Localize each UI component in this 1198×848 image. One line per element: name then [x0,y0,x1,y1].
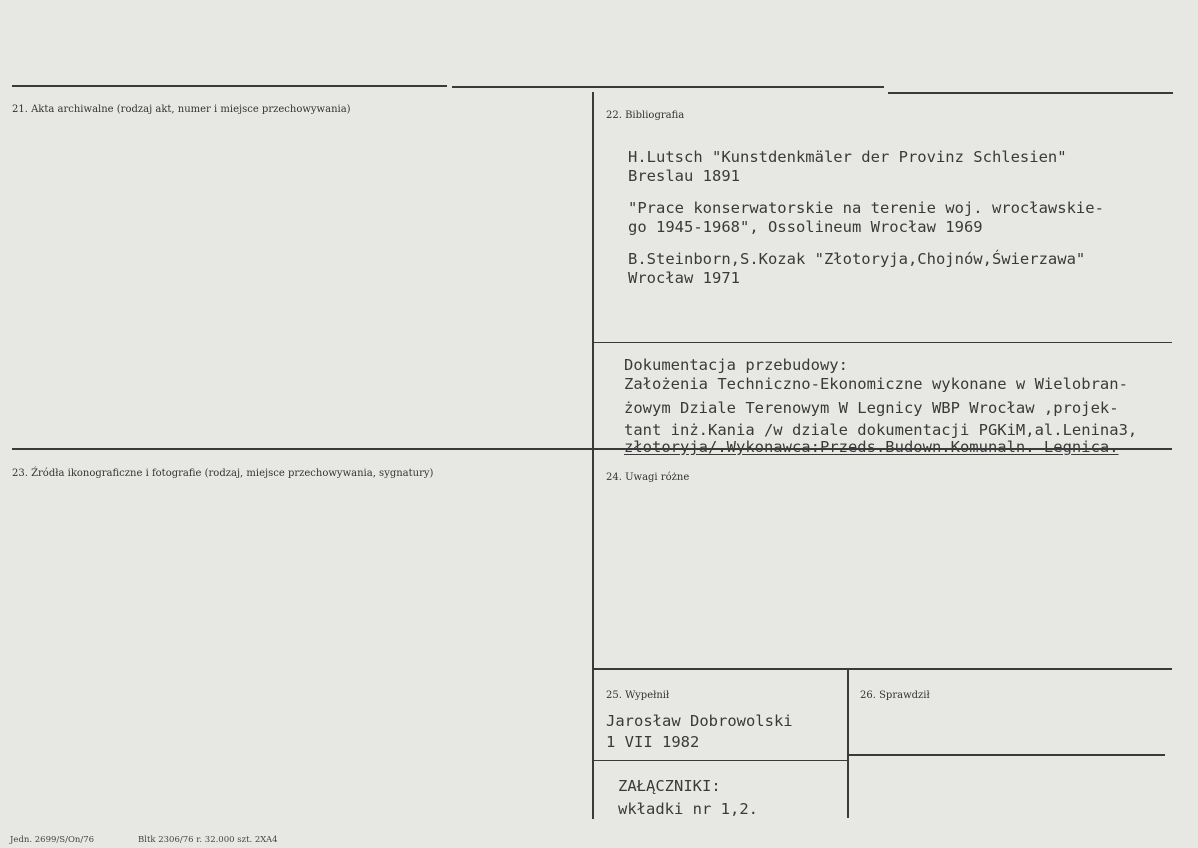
footer-left: Jedn. 2699/S/On/76 [10,835,95,845]
top-rule-mid [452,86,884,88]
bibliography-entry-3-line-1: B.Steinborn,S.Kozak "Złotoryja,Chojnów,Świerzawa" [628,250,1086,268]
documentation-line-1: Założenia Techniczno-Ekonomiczne wykonane w Wielobran- [624,375,1128,393]
bibliography-entry-1-line-2: Breslau 1891 [628,167,740,185]
section-25-label: 25. Wypełnił [606,690,670,701]
section-21-label: 21. Akta archiwalne (rodzaj akt, numer i miejsce przechowywania) [12,104,351,115]
documentation-line-4: złotoryja/.Wykonawca:Przeds.Budown.Komunaln. Legnica. [624,438,1119,456]
documentation-heading: Dokumentacja przebudowy: [624,356,848,374]
signature-box-divider [847,670,849,818]
attachments-title: ZAŁĄCZNIKI: [618,777,721,795]
signature-box-bottom-rule-right [849,754,1165,756]
filled-by-name: Jarosław Dobrowolski [606,712,793,730]
section-26-label: 26. Sprawdził [860,690,930,701]
top-rule-right [888,92,1173,94]
documentation-line-2: żowym Dziale Terenowym W Legnicy WBP Wrocław ,projek- [624,399,1119,417]
signature-box-bottom-rule-left [594,760,847,761]
documentation-line-3: tant inż.Kania /w dziale dokumentacji PGKiM,al.Lenina3, [624,421,1138,439]
filled-by-date: 1 VII 1982 [606,733,700,751]
bibliography-entry-1-line-1: H.Lutsch "Kunstdenkmäler der Provinz Schlesien" [628,148,1067,166]
center-divider [592,92,594,819]
bibliography-entry-2-line-2: go 1945-1968", Ossolineum Wrocław 1969 [628,218,983,236]
bibliography-sub-rule [594,342,1172,343]
signature-box-top-rule [594,668,1172,670]
bibliography-entry-3-line-2: Wrocław 1971 [628,269,740,287]
top-rule-left [12,85,447,87]
footer-right: Bltk 2306/76 r. 32.000 szt. 2XA4 [138,835,278,845]
bibliography-entry-2-line-1: "Prace konserwatorskie na terenie woj. wrocławskie- [628,199,1104,217]
section-24-label: 24. Uwagi różne [606,472,690,483]
section-22-label: 22. Bibliografia [606,110,685,121]
attachments-text: wkładki nr 1,2. [618,800,758,818]
section-23-label: 23. Źródła ikonograficzne i fotografie (rodzaj, miejsce przechowywania, sygnatury) [12,468,434,479]
